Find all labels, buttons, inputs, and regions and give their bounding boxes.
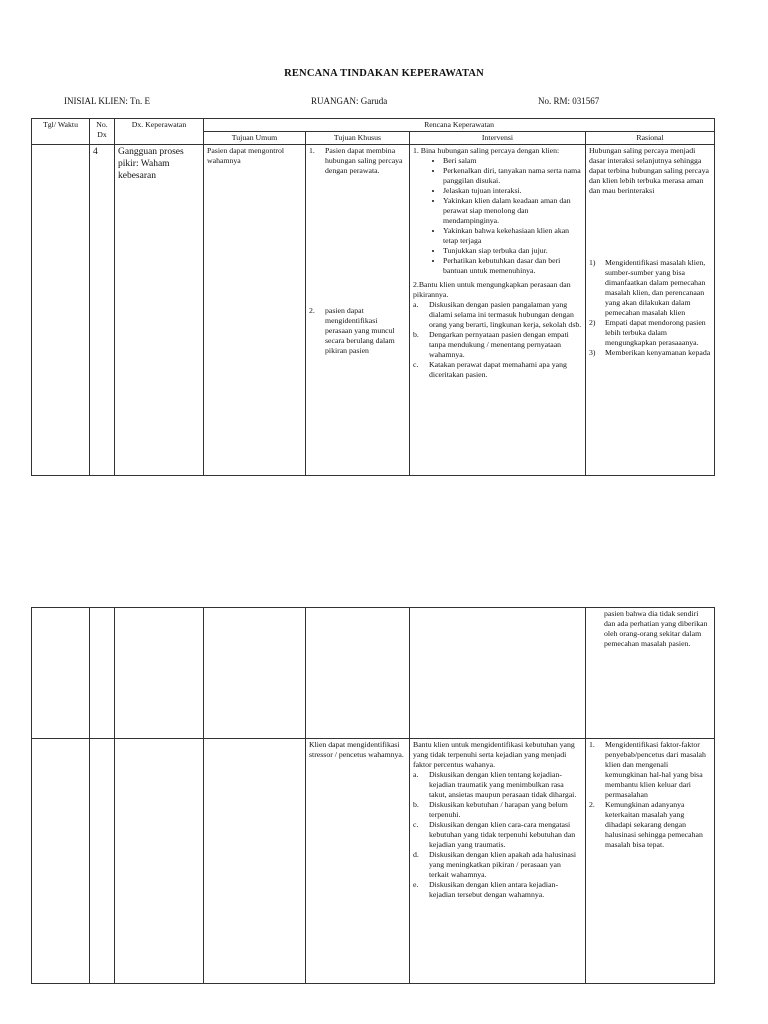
rationale-2-list xyxy=(589,258,711,358)
list-item: a. Diskusikan dengan pasien pangalaman yang dialami selama ini termasuk hubungan dengan orang yang berarti, lingkunan kerja, sekolah dsb. xyxy=(413,300,582,329)
cell-tujuan-umum xyxy=(204,145,306,476)
specific-goal-2: 2. pasien dapat mengidentifikasi perasaan yang muncul secara berulang dalam pikiran pasien xyxy=(309,306,395,355)
cell-tujuan-khusus-3 xyxy=(306,739,410,984)
list-item: • Beri salam xyxy=(443,156,582,166)
header-tujuan-umum: Tujuan Umum xyxy=(204,132,306,145)
list-item: • Yakinkan bahwa kekehasiaan klien akan tetap terjaga xyxy=(443,226,582,246)
care-plan-table-page2 xyxy=(31,607,715,984)
header-tgl-waktu: Tgl/ Waktu xyxy=(32,119,90,145)
list-item: 2) Empati dapat mendorong pasien lebih terbuka dalam mengungkapkan perasaaanya. xyxy=(589,318,706,347)
cell-rasional-continued xyxy=(586,608,715,739)
list-item: b. Dengarkan pernyataan pasien dengan empati tanpa mendukung / menentang pernyataan wahamnya. xyxy=(413,330,569,359)
list-item: a. Diskusikan dengan klien tentang kejadian-kejadian traumatik yang menimbulkan rasa takut, ansietas maupun perasaan tidak dihargai. xyxy=(413,770,577,799)
general-goal: Pasien dapat mengontrol wahamnya xyxy=(207,146,285,165)
list-item: c. Katakan perawat dapat memahami apa yang diceritakan pasien. xyxy=(413,360,567,379)
cell-empty xyxy=(90,739,115,984)
list-item: • Tunjukkan siap terbuka dan jujur. xyxy=(443,246,582,256)
cell-empty xyxy=(115,739,204,984)
specific-goal-3: Klien dapat mengidentifikasi stressor / pencetus wahamnya. xyxy=(309,740,404,759)
list-item: e. Diskusikan dengan klien antara kejadian-kejadian tersebut dengan wahamnya. xyxy=(413,880,559,899)
list-item: 2. Kemungkinan adanyanya keterkaitan masalah yang dihadapi sekarang dengan halusinasi sehingga pemecahan masalah bisa tepat. xyxy=(589,800,703,849)
cell-empty xyxy=(32,608,90,739)
cell-empty xyxy=(410,608,586,739)
intervention-2-intro: 2.Bantu klien untuk mengungkapkan perasaan dan pikirannya. xyxy=(413,280,571,299)
cell-nodx xyxy=(90,145,115,476)
cell-intervensi-3 xyxy=(410,739,586,984)
header-tujuan-khusus: Tujuan Khusus xyxy=(306,132,410,145)
cell-empty xyxy=(204,608,306,739)
cell-empty xyxy=(115,608,204,739)
intervention-3-intro: Bantu klien untuk mengidentifikasi kebutuhan yang yang tidak terpenuhi serta kejadian yang menjadi faktor percentus wahanya. xyxy=(413,740,575,769)
cell-rasional xyxy=(586,145,715,476)
intervention-1-list xyxy=(413,156,582,276)
rationale-3-list xyxy=(589,740,711,850)
rationale-1: Hubungan saling percaya menjadi dasar interaksi selanjutnya sehingga dapat terbina hubungan saling percaya dan klien lebih terbuka merasa aman dan mau berinteraksi xyxy=(589,146,709,195)
cell-tujuan-khusus xyxy=(306,145,410,476)
header-dx-keperawatan: Dx. Keperawatan xyxy=(115,119,204,145)
list-item: c. Diskusikan dengan klien cara-cara mengatasi kebutuhan yang tidak terpenuhi kebutuhan dan kejadian yang traumatis. xyxy=(413,820,576,849)
list-item: • Perkenalkan diri, tanyakan nama serta nama panggilan disukai. xyxy=(443,166,582,186)
cell-rasional-3 xyxy=(586,739,715,984)
list-item: d. Diskusikan dengan klien apakah ada halusinasi yang meningkatkan pikiran / perasaan yan terkait wahamnya. xyxy=(413,850,577,879)
cell-intervensi xyxy=(410,145,586,476)
header-no-dx: No. Dx xyxy=(90,119,115,145)
diagnosis-text: Gangguan proses pikir: Waham kebesaran xyxy=(118,147,184,181)
list-item: 1. Mengidentifikasi faktor-faktor penyebab/pencetus dari masalah klien dan mengenali kemungkinan hal-hal yang bisa membantu klien keluar dari permasalahan xyxy=(589,740,706,799)
intervention-1-intro: 1. Bina hubungan saling percaya dengan klien: xyxy=(413,146,560,155)
cell-empty xyxy=(32,739,90,984)
diagnosis-number: 4 xyxy=(93,147,98,157)
cell-empty xyxy=(204,739,306,984)
header-rasional: Rasional xyxy=(586,132,715,145)
cell-empty xyxy=(90,608,115,739)
intervention-2-list xyxy=(413,300,582,380)
list-item: • Jelaskan tujuan interaksi. xyxy=(443,186,582,196)
list-item: • Yakinkan klien dalam keadaan aman dan perawat siap menolong dan mendampinginya. xyxy=(443,196,582,226)
cell-dx xyxy=(115,145,204,476)
header-rencana-keperawatan: Rencana Keperawatan xyxy=(204,119,715,132)
intervention-3-list xyxy=(413,770,582,900)
document-title: RENCANA TINDAKAN KEPERAWATAN xyxy=(284,68,484,79)
room-name: RUANGAN: Garuda xyxy=(311,96,388,106)
list-item: • Perhatikan kebutuhkan dasar dan beri bantuan untuk memenuhinya. xyxy=(443,256,582,276)
cell-empty xyxy=(306,608,410,739)
header-intervensi: Intervensi xyxy=(410,132,586,145)
rationale-continued: pasien bahwa dia tidak sendiri dan ada perhatian yang diberikan oleh orang-orang sekitar dalam pemecahan masalah pasien. xyxy=(604,609,708,648)
specific-goal-1: 1. Pasien dapat membina hubungan saling percaya dengan perawata. xyxy=(309,146,403,175)
list-item: 3) Memberikan kenyamanan kepada xyxy=(589,348,711,357)
list-item: b. Diskusikan kebutuhan / harapan yang belum terpenuhi. xyxy=(413,800,568,819)
list-item: 1) Mengidentifikasi masalah klien, sumber-sumber yang bisa dimanfaatkan dalam pemecahan masalah klien, dan perencanaan yang akan dilakukan dalam pemecahan masalah klien xyxy=(589,258,706,317)
cell-tgl xyxy=(32,145,90,476)
care-plan-table-page1 xyxy=(31,118,715,476)
medical-record-number: No. RM: 031567 xyxy=(538,96,600,106)
client-initials: INISIAL KLIEN: Tn. E xyxy=(64,96,150,106)
